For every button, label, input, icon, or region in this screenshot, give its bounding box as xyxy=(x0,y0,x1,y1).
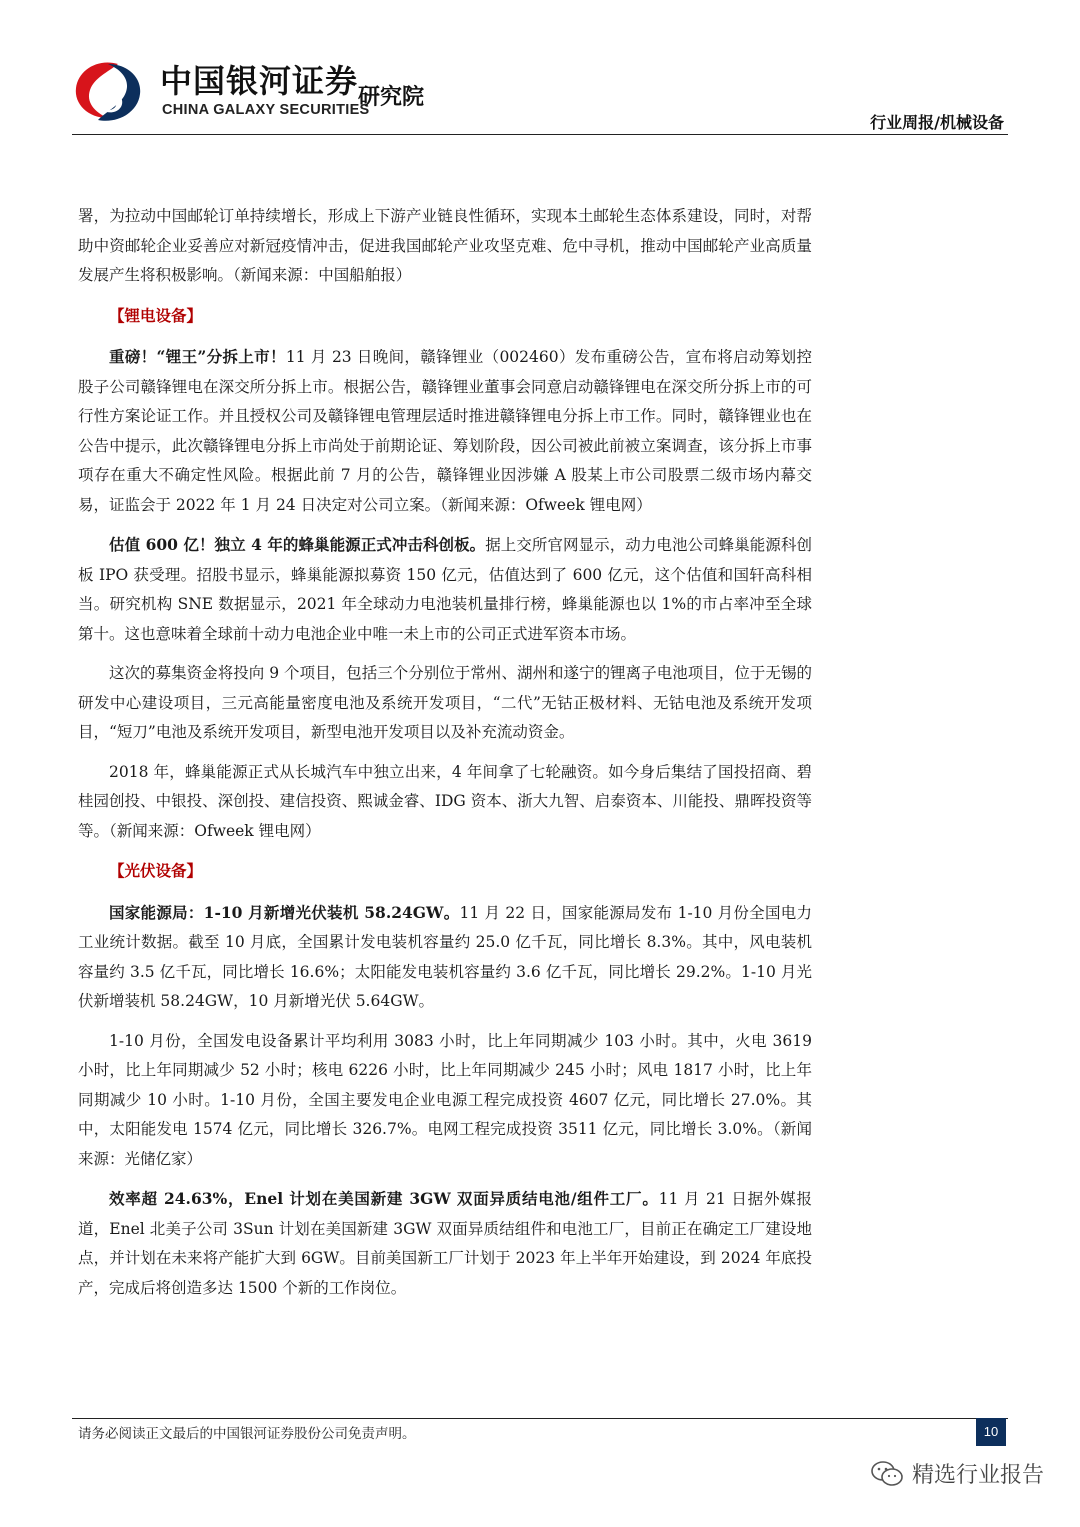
article-body xyxy=(78,202,812,1313)
institute-label: 研究院 xyxy=(358,85,425,110)
brand-name-cn: 中国银河证券 xyxy=(160,62,359,100)
paragraph-enel-factory xyxy=(78,1184,812,1303)
section-heading-pv: 【光伏设备】 xyxy=(109,861,203,880)
headline-nea: 国家能源局：1-10 月新增光伏装机 58.24GW。 xyxy=(109,902,460,922)
body-ganfeng: 11 月 23 日晚间，赣锋锂业（002460）发布重磅公告，宣布将启动筹划控股子公司赣锋锂电在深交所分拆上市。根据公告，赣锋锂业董事会同意启动赣锋锂电在深交所分拆上市的可行性方案论证工作。并且授权公司及赣锋锂电管理层适时推进赣锋锂电分拆上市工作。同时，赣锋锂业也在公告中提示，此次赣锋锂电分拆上市尚处于前期论证、筹划阶段，因公司被此前被立案调查，该分拆上市事项存在重大不确定性风险。根据此前 7 月的公告，赣锋锂业因涉嫌 A 股某上市公司股票二级市场内幕交易，证监会于 2022 年 1 月 24 日决定对公司立案。（新闻来源：Ofweek 锂电网） xyxy=(78,348,812,514)
watermark xyxy=(870,1458,1044,1489)
report-type: 行业周报/机械设备 xyxy=(870,113,1004,132)
footer-disclaimer: 请务必阅读正文最后的中国银河证券股份公司免责声明。 xyxy=(78,1426,416,1442)
headline-ganfeng: 重磅！“锂王”分拆上市！ xyxy=(109,347,286,366)
section-heading-lithium: 【锂电设备】 xyxy=(109,305,203,325)
headline-svolt: 估值 600 亿！独立 4 年的蜂巢能源正式冲击科创板。 xyxy=(109,535,486,554)
paragraph-cruise-continued: 署，为拉动中国邮轮订单持续增长，形成上下游产业链良性循环，实现本土邮轮生态体系建设，同时，对帮助中资邮轮企业妥善应对新冠疫情冲击，促进我国邮轮产业攻坚克难、危中寻机，推动中国邮轮产业高质量发展产生将积极影响。（新闻来源：中国船舶报） xyxy=(78,207,812,284)
galaxy-logo-icon xyxy=(72,58,144,124)
paragraph-svolt-ipo xyxy=(78,530,812,649)
body-enel: 11 月 21 日据外媒报道，Enel 北美子公司 3Sun 计划在美国新建 3GW 双面异质结组件和电池工厂，目前正在确定工厂建设地点，并计划在未来将产能扩大到 6GW。目前美国新工厂计划于 2023 年上半年开始建设，到 2024 年底投产，完成后将创造多达 1500 个新的工作岗位。 xyxy=(78,1190,812,1297)
paragraph-utilization-hours: 1-10 月份，全国发电设备累计平均利用 3083 小时，比上年同期减少 103 小时。其中，火电 3619 小时，比上年同期减少 52 小时；核电 6226 小时，比上年同期减少 245 小时；风电 1817 小时，比上年同期减少 10 小时。1-10 月份，全国主要发电企业电源工程完成投资 4607 亿元，同比增长 27.0%。其中，太阳能发电 1574 亿元，同比增长 326.7%。电网工程完成投资 3511 亿元，同比增长 3.0%。（新闻来源：光储亿家） xyxy=(78,1031,812,1168)
page-header xyxy=(0,0,1080,140)
footer-divider xyxy=(72,1418,1008,1419)
body-nea: 11 月 22 日，国家能源局发布 1-10 月份全国电力工业统计数据。截至 10 月底，全国累计发电装机容量约 25.0 亿千瓦，同比增长 8.3%。其中，风电装机容量约 3.5 亿千瓦，同比增长 16.6%；太阳能发电装机容量约 3.6 亿千瓦，同比增长 29.2%。1-10 月光伏新增装机 58.24GW，10 月新增光伏 5.64GW。 xyxy=(78,903,813,1010)
paragraph-svolt-funding: 2018 年，蜂巢能源正式从长城汽车中独立出来，4 年间拿了七轮融资。如今身后集结了国投招商、碧桂园创投、中银投、深创投、建信投资、熙诚金睿、IDG 资本、浙大九智、启泰资本、川能投、鼎晖投资等等。（新闻来源：Ofweek 锂电网） xyxy=(78,762,812,840)
paragraph-ganfeng-spinoff xyxy=(78,342,812,520)
wechat-icon xyxy=(870,1460,904,1488)
brand-name-en: CHINA GALAXY SECURITIES xyxy=(162,102,370,118)
paragraph-svolt-projects: 这次的募集资金将投向 9 个项目，包括三个分别位于常州、湖州和遂宁的锂离子电池项目，位于无锡的研发中心建设项目，三元高能量密度电池及系统开发项目，“二代”无钴正极材料、无钴电池及系统开发项目，“短刀”电池及系统开发项目，新型电池开发项目以及补充流动资金。 xyxy=(78,664,812,741)
body-svolt: 据上交所官网显示，动力电池公司蜂巢能源科创板 IPO 获受理。招股书显示，蜂巢能源拟募资 150 亿元，估值达到了 600 亿元，这个估值和国轩高科相当。研究机构 SNE 数据显示，2021 年全球动力电池装机量排行榜，蜂巢能源也以 1%的市占率冲至全球第十。这也意味着全球前十动力电池企业中唯一未上市的公司正式进军资本市场。 xyxy=(78,536,812,643)
headline-enel: 效率超 24.63%，Enel 计划在美国新建 3GW 双面异质结电池/组件工厂。 xyxy=(109,1189,659,1208)
page-number: 10 xyxy=(976,1418,1006,1446)
watermark-text: 精选行业报告 xyxy=(911,1463,1044,1488)
paragraph-nea-pv xyxy=(78,898,812,1017)
header-divider xyxy=(72,134,1008,135)
